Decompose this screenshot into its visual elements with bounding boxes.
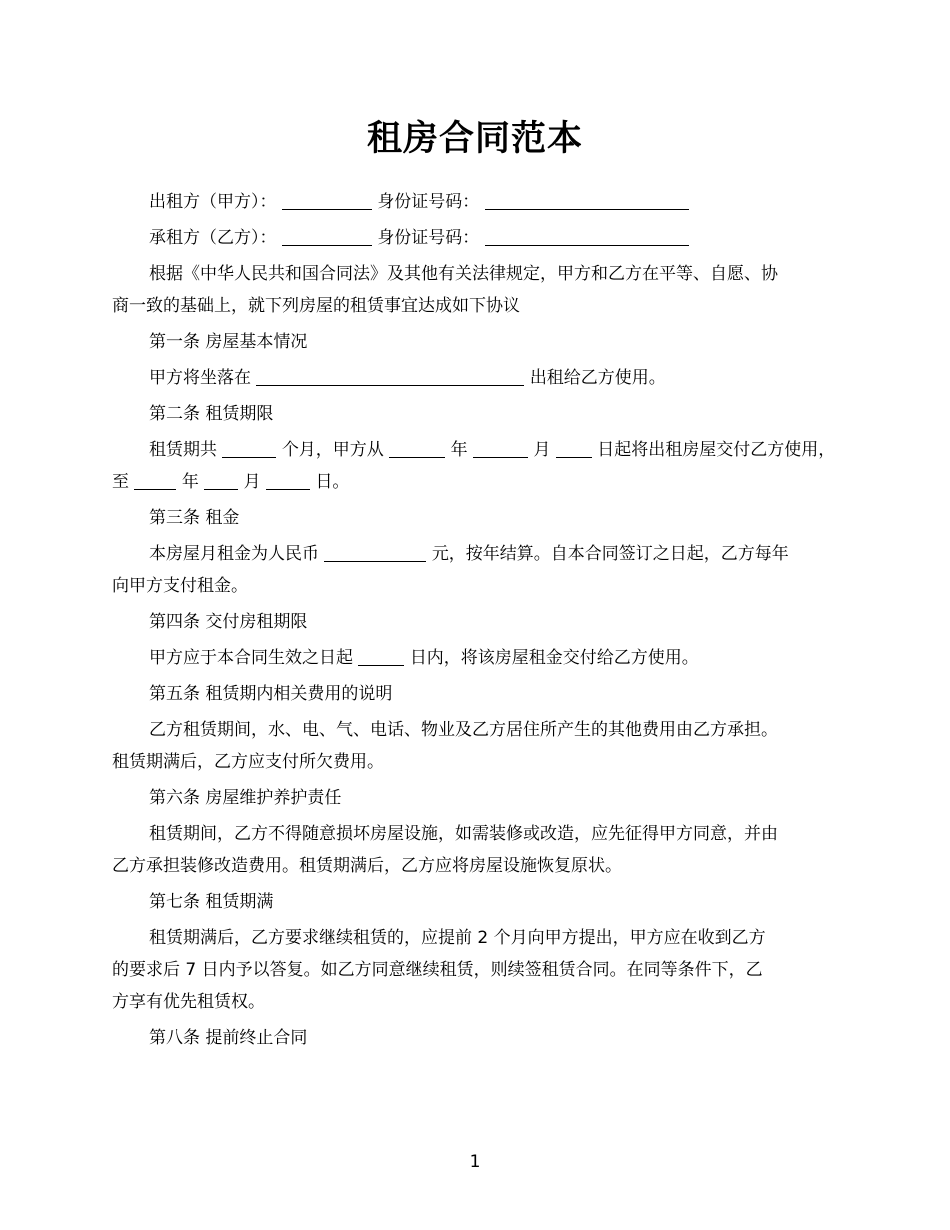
article-5-line-1: 乙方租赁期间，水、电、气、电话、物业及乙方居住所产生的其他费用由乙方承担。: [149, 720, 778, 740]
article-4-part-1: 甲方应于本合同生效之日起: [149, 648, 353, 668]
article-4-heading: 第四条 交付房租期限: [149, 612, 308, 632]
start-day-blank: [556, 439, 592, 458]
party-b-id-blank: [485, 227, 689, 246]
article-5-line-2: 租赁期满后，乙方应支付所欠费用。: [112, 752, 384, 772]
end-year-blank: [134, 471, 176, 490]
article-1-text: [112, 362, 838, 394]
article-6-line-1: 租赁期间，乙方不得随意损坏房屋设施，如需装修或改造，应先征得甲方同意，并由: [149, 824, 778, 844]
party-b-label: 承租方（乙方）：: [149, 228, 277, 248]
article-6-line-2: 乙方承担装修改造费用。租赁期满后，乙方应将房屋设施恢复原状。: [112, 856, 622, 876]
article-6-paragraph: [112, 818, 838, 882]
article-7-line-3: 方享有优先租赁权。: [112, 992, 265, 1012]
article-2-paragraph: [112, 434, 838, 498]
article-8-heading: 第八条 提前终止合同: [149, 1028, 308, 1048]
article-4-text: [112, 642, 838, 674]
article-2-part-4: 月: [533, 440, 551, 460]
intro-line-1: 根据《中华人民共和国合同法》及其他有关法律规定，甲方和乙方在平等、自愿、协: [149, 264, 778, 284]
article-2-part-5: 日起将出租房屋交付乙方使用，: [597, 440, 836, 460]
article-2-line-2-part-4: 日。: [315, 472, 350, 492]
article-2-line-1: [112, 434, 838, 466]
article-2-line-2-part-1: 至: [112, 472, 129, 492]
article-1-text-before: 甲方将坐落在: [149, 368, 251, 388]
party-a-line: [112, 186, 838, 218]
article-2-part-1: 租赁期共: [149, 440, 217, 460]
article-2-part-3: 年: [450, 440, 468, 460]
start-year-blank: [389, 439, 445, 458]
monthly-rent-blank: [324, 543, 426, 562]
article-6-heading: 第六条 房屋维护养护责任: [149, 788, 342, 808]
contract-body: [112, 186, 838, 1054]
page-number: 1: [469, 1152, 481, 1172]
party-a-label: 出租方（甲方）：: [149, 192, 277, 212]
party-b-id-label: 身份证号码：: [377, 228, 480, 248]
intro-line-2: 商一致的基础上，就下列房屋的租赁事宜达成如下协议: [112, 296, 520, 316]
payment-days-blank: [358, 647, 404, 666]
article-1-text-after: 出租给乙方使用。: [529, 368, 666, 388]
intro-paragraph: [112, 258, 838, 322]
party-a-id-label: 身份证号码：: [377, 192, 480, 212]
party-b-name-blank: [282, 227, 372, 246]
article-3-paragraph: [112, 538, 838, 602]
end-day-blank: [266, 471, 310, 490]
lease-months-blank: [222, 439, 276, 458]
article-2-part-2: 个月，甲方从: [281, 440, 384, 460]
article-3-part-2: 元，按年结算。自本合同签订之日起，乙方每年: [431, 544, 789, 564]
article-3-heading: 第三条 租金: [149, 508, 240, 528]
article-2-line-2-part-3: 月: [243, 472, 261, 492]
article-7-line-2: 的要求后 7 日内予以答复。如乙方同意继续租赁，则续签租赁合同。在同等条件下，乙: [112, 960, 763, 980]
article-7-line-1: 租赁期满后，乙方要求继续租赁的，应提前 2 个月向甲方提出，甲方应在收到乙方: [149, 928, 766, 948]
article-3-part-1: 本房屋月租金为人民币: [149, 544, 319, 564]
article-3-line-1: [112, 538, 838, 570]
article-7-heading: 第七条 租赁期满: [149, 892, 274, 912]
article-1-heading: 第一条 房屋基本情况: [149, 332, 308, 352]
article-2-heading: 第二条 租赁期限: [149, 404, 274, 424]
property-location-blank: [256, 367, 524, 386]
start-month-blank: [473, 439, 528, 458]
article-7-paragraph: [112, 922, 838, 1018]
party-b-line: [112, 222, 838, 254]
article-2-line-2-part-2: 年: [181, 472, 199, 492]
party-a-name-blank: [282, 191, 372, 210]
article-4-part-2: 日内，将该房屋租金交付给乙方使用。: [409, 648, 699, 668]
article-3-line-2: 向甲方支付租金。: [112, 576, 248, 596]
article-2-line-2: [112, 466, 838, 498]
document-title: 租房合同范本: [366, 119, 583, 159]
article-5-heading: 第五条 租赁期内相关费用的说明: [149, 684, 393, 704]
article-5-paragraph: [112, 714, 838, 778]
party-a-id-blank: [485, 191, 689, 210]
end-month-blank: [204, 471, 238, 490]
